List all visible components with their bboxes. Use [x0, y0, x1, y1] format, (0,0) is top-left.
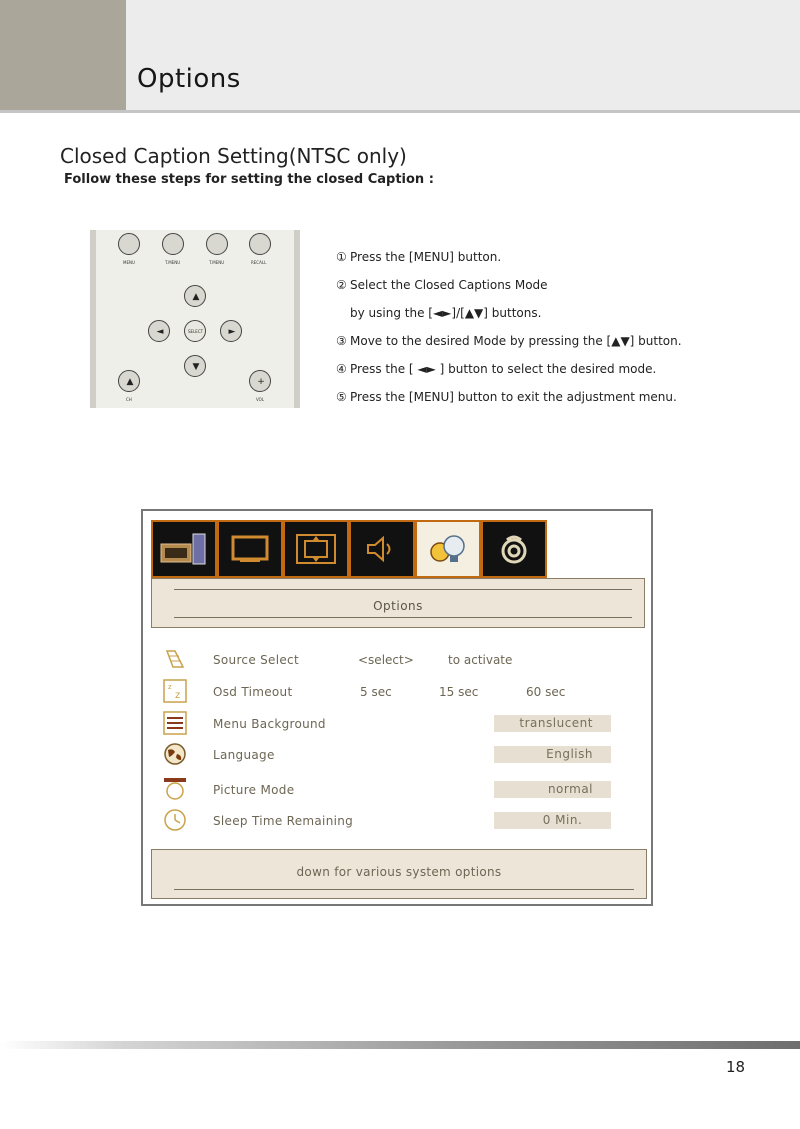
instruction-steps: [336, 250, 766, 418]
tab-picture[interactable]: [217, 520, 283, 578]
source-select-option[interactable]: <select>: [358, 653, 414, 667]
right-arrow-icon: ►: [228, 327, 236, 337]
menu-row-osd-timeout[interactable]: [163, 679, 633, 705]
remote-menu-button: [118, 233, 140, 255]
remote-label-vol: VOL: [256, 397, 265, 402]
remote-recall-button: [249, 233, 271, 255]
menu-label: Source Select: [213, 653, 299, 667]
osd-hint: down for various system options: [296, 865, 502, 879]
timeout-option-5[interactable]: 5 sec: [360, 685, 392, 699]
timeout-option-60[interactable]: 60 sec: [526, 685, 566, 699]
source-select-hint: to activate: [448, 653, 513, 667]
tab-setup[interactable]: [481, 520, 547, 578]
source-select-icon: [163, 647, 187, 671]
section-subtitle: Follow these steps for setting the closed Caption :: [64, 172, 434, 187]
up-arrow-icon: ▲: [192, 292, 200, 302]
title-bottom-divider: [174, 617, 632, 618]
remote-down-button: [184, 355, 206, 377]
osd-title-bar: [151, 578, 645, 628]
remote-label-select: SELECT: [188, 329, 204, 334]
menu-background-icon: [163, 711, 187, 735]
timeout-option-15[interactable]: 15 sec: [439, 685, 479, 699]
remote-label-ch: CH: [126, 397, 132, 402]
screen-icon: [230, 534, 270, 564]
menu-label: Sleep Time Remaining: [213, 814, 354, 828]
header-band: [126, 0, 800, 112]
remote-label-tmenu: T.MENU: [165, 260, 181, 265]
sleep-time-value[interactable]: 0 Min.: [494, 812, 611, 829]
step-item: ⑤ Press the [MENU] button to exit the adjustment menu.: [336, 390, 677, 404]
step-item: ③ Move to the desired Mode by pressing the [▲▼] button.: [336, 334, 682, 348]
svg-text:z: z: [175, 690, 181, 701]
svg-text:z: z: [168, 683, 172, 691]
plus-icon: +: [257, 377, 265, 387]
setup-icon: [497, 532, 531, 566]
header-color-block: [0, 0, 126, 112]
remote-up-button: [184, 285, 206, 307]
step-item: ① Press the [MENU] button.: [336, 250, 502, 264]
language-value[interactable]: English: [494, 746, 611, 763]
remote-label-tmenu2: T.MENU: [209, 260, 225, 265]
remote-left-button: [148, 320, 170, 342]
menu-row-source-select[interactable]: [163, 647, 633, 673]
menu-background-value[interactable]: translucent: [494, 715, 611, 732]
menu-row-picture-mode[interactable]: [163, 777, 633, 803]
osd-menu: [141, 509, 653, 906]
page-number: 18: [726, 1058, 746, 1076]
remote-tmenu2-button: [206, 233, 228, 255]
position-icon: [295, 533, 337, 565]
picture-mode-value[interactable]: normal: [494, 781, 611, 798]
remote-tmenu-button: [162, 233, 184, 255]
page-title: Options: [137, 64, 241, 94]
remote-vol-button: [249, 370, 271, 392]
tab-geometry[interactable]: [283, 520, 349, 578]
picture-mode-icon: [163, 777, 187, 801]
header-divider: [0, 110, 800, 113]
osd-title: Options: [373, 599, 423, 613]
menu-label: Picture Mode: [213, 783, 295, 797]
speaker-icon: [364, 534, 400, 564]
remote-label-menu: MENU: [123, 260, 135, 265]
input-source-icon: [159, 532, 209, 566]
tab-input[interactable]: [151, 520, 217, 578]
osd-hint-bar: [151, 849, 647, 899]
left-arrow-icon: ◄: [156, 327, 164, 337]
menu-row-sleep-time[interactable]: [163, 808, 633, 834]
clock-icon: [163, 808, 187, 832]
footer-gradient-bar: [0, 1041, 800, 1049]
timeout-icon: [163, 679, 187, 703]
remote-label-recall: RECALL: [251, 260, 267, 265]
menu-label: Menu Background: [213, 717, 326, 731]
menu-label: Language: [213, 748, 275, 762]
up-arrow-icon: ▲: [126, 377, 134, 387]
section-title: Closed Caption Setting(NTSC only): [60, 144, 407, 168]
step-item: ② Select the Closed Captions Mode by using the [◄►]/[▲▼] buttons.: [336, 278, 548, 320]
title-top-divider: [174, 589, 632, 590]
globe-icon: [163, 742, 187, 766]
remote-right-button: [220, 320, 242, 342]
remote-ch-button: [118, 370, 140, 392]
options-bulb-icon: [428, 532, 468, 566]
hint-divider: [174, 889, 634, 890]
tab-options[interactable]: [415, 520, 481, 578]
menu-label: Osd Timeout: [213, 685, 293, 699]
step-item: ④ Press the [ ◄► ] button to select the desired mode.: [336, 362, 657, 376]
down-arrow-icon: ▼: [192, 362, 200, 372]
menu-row-language[interactable]: [163, 742, 633, 768]
menu-row-menu-background[interactable]: [163, 711, 633, 737]
tab-audio[interactable]: [349, 520, 415, 578]
remote-control-illustration: [90, 230, 300, 408]
